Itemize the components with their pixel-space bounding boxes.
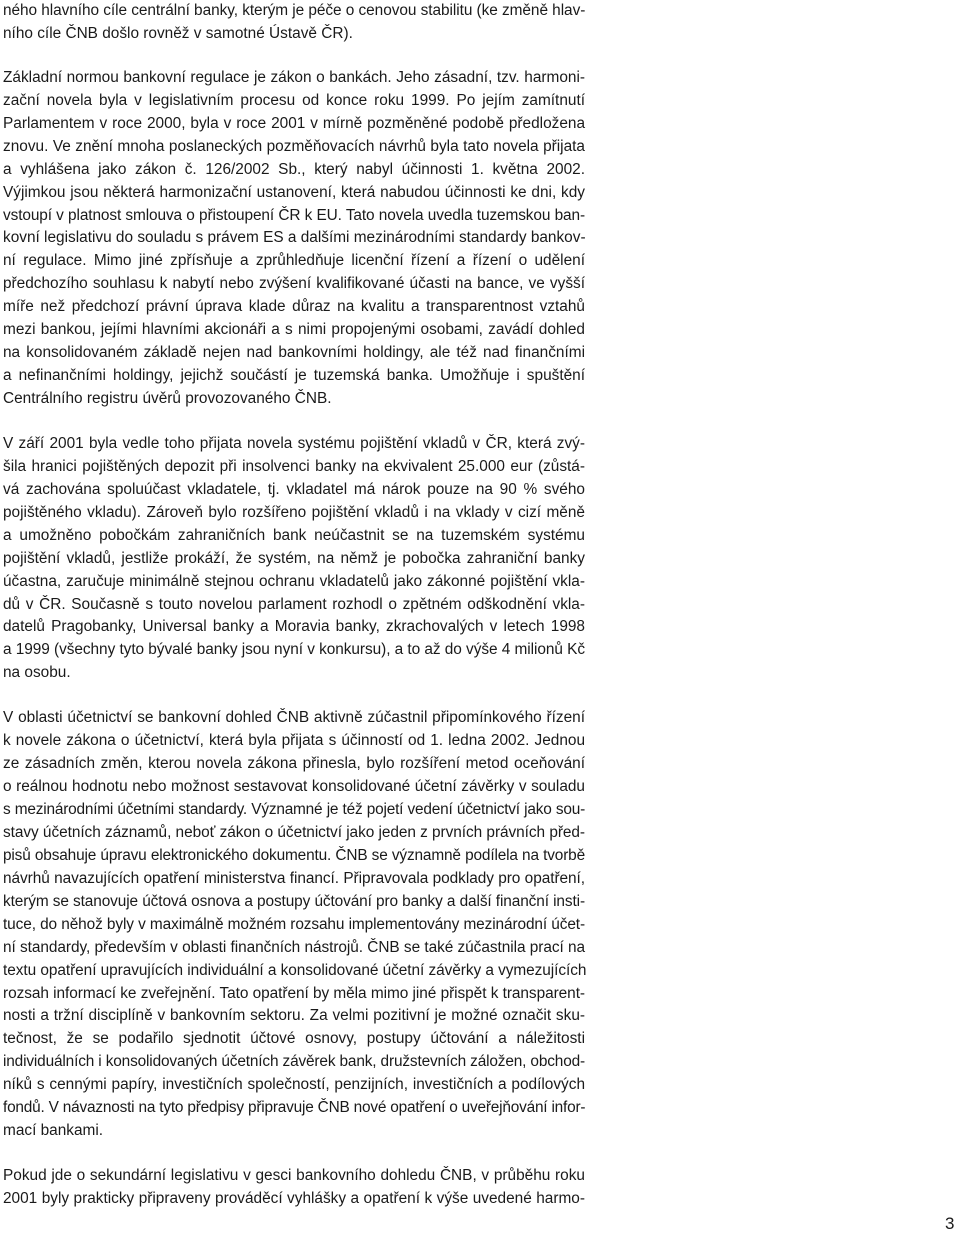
text-line: mezi bankou, jejími hlavními akcionáři a s nimi propojenými osobami, zavádí dohled bbox=[3, 321, 585, 339]
text-line: níků s cennými papíry, investičních společností, penzijních, investičních a podílových bbox=[3, 1076, 585, 1094]
paragraph-gap bbox=[3, 411, 585, 433]
text-line: mací bankami. bbox=[3, 1122, 104, 1140]
text-line: tuce, do něhož byly v maximálně možném rozsahu implementovány mezinárodní účet- bbox=[3, 915, 585, 933]
text-line: účastna, zaručuje minimálně stejnou ochranu vkladatelů jako zákonné pojištění vkla- bbox=[3, 572, 585, 590]
text-line: individuálních i konsolidovaných účetních závěrek bank, družstevních záložen, obchod- bbox=[3, 1053, 585, 1071]
text-line: ze zásadních změn, kterou novela zákona přinesla, bylo rozšíření metod oceňování bbox=[3, 755, 585, 773]
text-line: vstoupí v platnost smlouva o přistoupení ČR k EU. Tato novela uvedla tuzemskou ban- bbox=[3, 206, 585, 224]
text-line: a vyhlášena jako zákon č. 126/2002 Sb., který nabyl účinnosti 1. května 2002. bbox=[3, 160, 585, 178]
text-line: Centrálního registru úvěrů provozovaného ČNB. bbox=[3, 390, 332, 407]
text-line: návrhů navazujících opatření ministerstva financí. Připravovala podklady pro opatření, bbox=[3, 869, 585, 887]
text-line: a umožněno pobočkám zahraničních bank neúčastnit se na tuzemském systému bbox=[3, 526, 585, 544]
text-line: V září 2001 byla vedle toho přijata novela systému pojištění vkladů v ČR, která zvý- bbox=[3, 434, 585, 452]
paragraph-deposit-insurance bbox=[3, 433, 585, 685]
text-line: ního cíle ČNB došlo rovněž v samotné Ústavě ČR). bbox=[3, 24, 353, 42]
paragraph-accounting bbox=[3, 707, 585, 1143]
text-line: ní standardy, především v oblasti finančních nástrojů. ČNB se také zúčastnila prací na bbox=[3, 938, 585, 956]
text-line: a nefinančními holdingy, jejichž součástí je tuzemská banka. Umožňuje i spuštění bbox=[3, 367, 585, 385]
text-line: kovní legislativu do souladu s právem ES a dalšími mezinárodními standardy bankov- bbox=[3, 229, 586, 247]
text-line: s mezinárodními účetními standardy. Významné je též pojetí vedení účetnictví jako sou- bbox=[3, 801, 585, 818]
text-line: vá zachována spoluúčast vkladatele, tj. vkladatel má nárok pouze na 90 % svého bbox=[3, 480, 585, 498]
text-line: a 1999 (všechny tyto bývalé banky jsou nyní v konkursu), a to až do výše 4 milionů Kč bbox=[3, 641, 585, 659]
text-line: znovu. Ve znění mnoha poslaneckých pozměňovacích návrhů byla tato novela přijata bbox=[3, 137, 585, 155]
text-line: pojištění vkladů, jestliže prokáží, že systém, na němž je pobočka zahraniční banky bbox=[3, 549, 585, 567]
page-number: 3 bbox=[945, 1214, 955, 1233]
text-line: Výjimkou jsou některá harmonizační ustanovení, která nabudou účinnosti ke dni, kdy bbox=[3, 183, 585, 201]
text-line: tečnost, že se podařilo sjednotit účtové osnovy, postupy účtování a náležitosti bbox=[3, 1030, 585, 1048]
paragraph-gap bbox=[3, 1143, 585, 1165]
text-line: stavy účetních záznamů, neboť zákon o účetnictví jako jeden z prvních právních před- bbox=[3, 823, 585, 841]
text-line: šila hranici pojištěných depozit při insolvenci banky na ekvivalent 25.000 eur (zůstá- bbox=[3, 457, 585, 475]
paragraph-gap bbox=[3, 46, 585, 67]
text-line: kterým se stanovuje účtová osnova a postupy účtování pro banky a další finanční insti- bbox=[3, 892, 585, 910]
text-line: dů v ČR. Současně s touto novelou parlament rozhodl o zpětném odškodnění vkla- bbox=[3, 595, 585, 613]
text-column bbox=[3, 0, 585, 1211]
text-line: fondů. V návaznosti na tyto předpisy připravuje ČNB nové opatření o uveřejňování infor- bbox=[3, 1099, 586, 1117]
paragraph-continuation bbox=[3, 0, 585, 46]
text-line: na osobu. bbox=[3, 664, 71, 682]
paragraph-gap bbox=[3, 685, 585, 707]
paragraph-secondary-legislation bbox=[3, 1165, 585, 1211]
text-line: předchozího souhlasu k nabytí nebo zvýšení kvalifikované účasti na bance, ve vyšší bbox=[3, 275, 585, 293]
text-line: zační novela byla v legislativním procesu od konce roku 1999. Po jejím zamítnutí bbox=[3, 91, 585, 109]
text-line: rozsah informací ke zveřejnění. Tato opatření by měla mimo jiné přispět k transparent- bbox=[3, 984, 585, 1002]
text-line: k novele zákona o účetnictví, která byla přijata s účinností od 1. ledna 2002. Jednou bbox=[3, 732, 585, 750]
text-line: datelů Pragobanky, Universal banky a Moravia banky, zkrachovalých v letech 1998 bbox=[3, 618, 585, 636]
text-line: míře než předchozí právní úprava klade důraz na kvalitu a transparentnost vztahů bbox=[3, 298, 585, 316]
text-line: Pokud jde o sekundární legislativu v gesci bankovního dohledu ČNB, v průběhu roku bbox=[3, 1167, 585, 1185]
text-line: pisů obsahuje úpravu elektronického dokumentu. ČNB se významně podílela na tvorbě bbox=[3, 846, 585, 864]
paragraph-banking-law bbox=[3, 67, 585, 411]
text-line: na konsolidovaném základě nejen nad bankovními holdingy, ale též nad finančními bbox=[3, 344, 585, 362]
text-line: o reálnou hodnotu nebo možnost sestavovat konsolidované účetní závěrky v souladu bbox=[3, 778, 585, 796]
text-line: nosti a tržní disciplíně v bankovním sektoru. Za velmi pozitivní je možné označit sku- bbox=[3, 1007, 585, 1025]
text-line: Parlamentem v roce 2000, byla v roce 2001 v mírně pozměněné podobě předložena bbox=[3, 114, 585, 132]
text-line: 2001 byly prakticky připraveny prováděcí vyhlášky a opatření k výše uvedené harmo- bbox=[3, 1190, 585, 1207]
text-line: V oblasti účetnictví se bankovní dohled ČNB aktivně zúčastnil připomínkového řízení bbox=[3, 709, 585, 727]
text-line: ní regulace. Mimo jiné zpřísňuje a zprůhledňuje licenční řízení a řízení o udělení bbox=[3, 252, 585, 270]
text-line: ného hlavního cíle centrální banky, kterým je péče o cenovou stabilitu (ke změně hlav- bbox=[3, 2, 586, 19]
text-line: Základní normou bankovní regulace je zákon o bankách. Jeho zásadní, tzv. harmoni- bbox=[3, 68, 585, 86]
text-line: pojištěného vkladu). Zároveň bylo rozšířeno pojištění vkladů i na vklady v cizí měně bbox=[3, 503, 585, 521]
text-line: textu opatření upravujících individuální a konsolidované účetní závěrky a vymezujících bbox=[3, 961, 587, 979]
